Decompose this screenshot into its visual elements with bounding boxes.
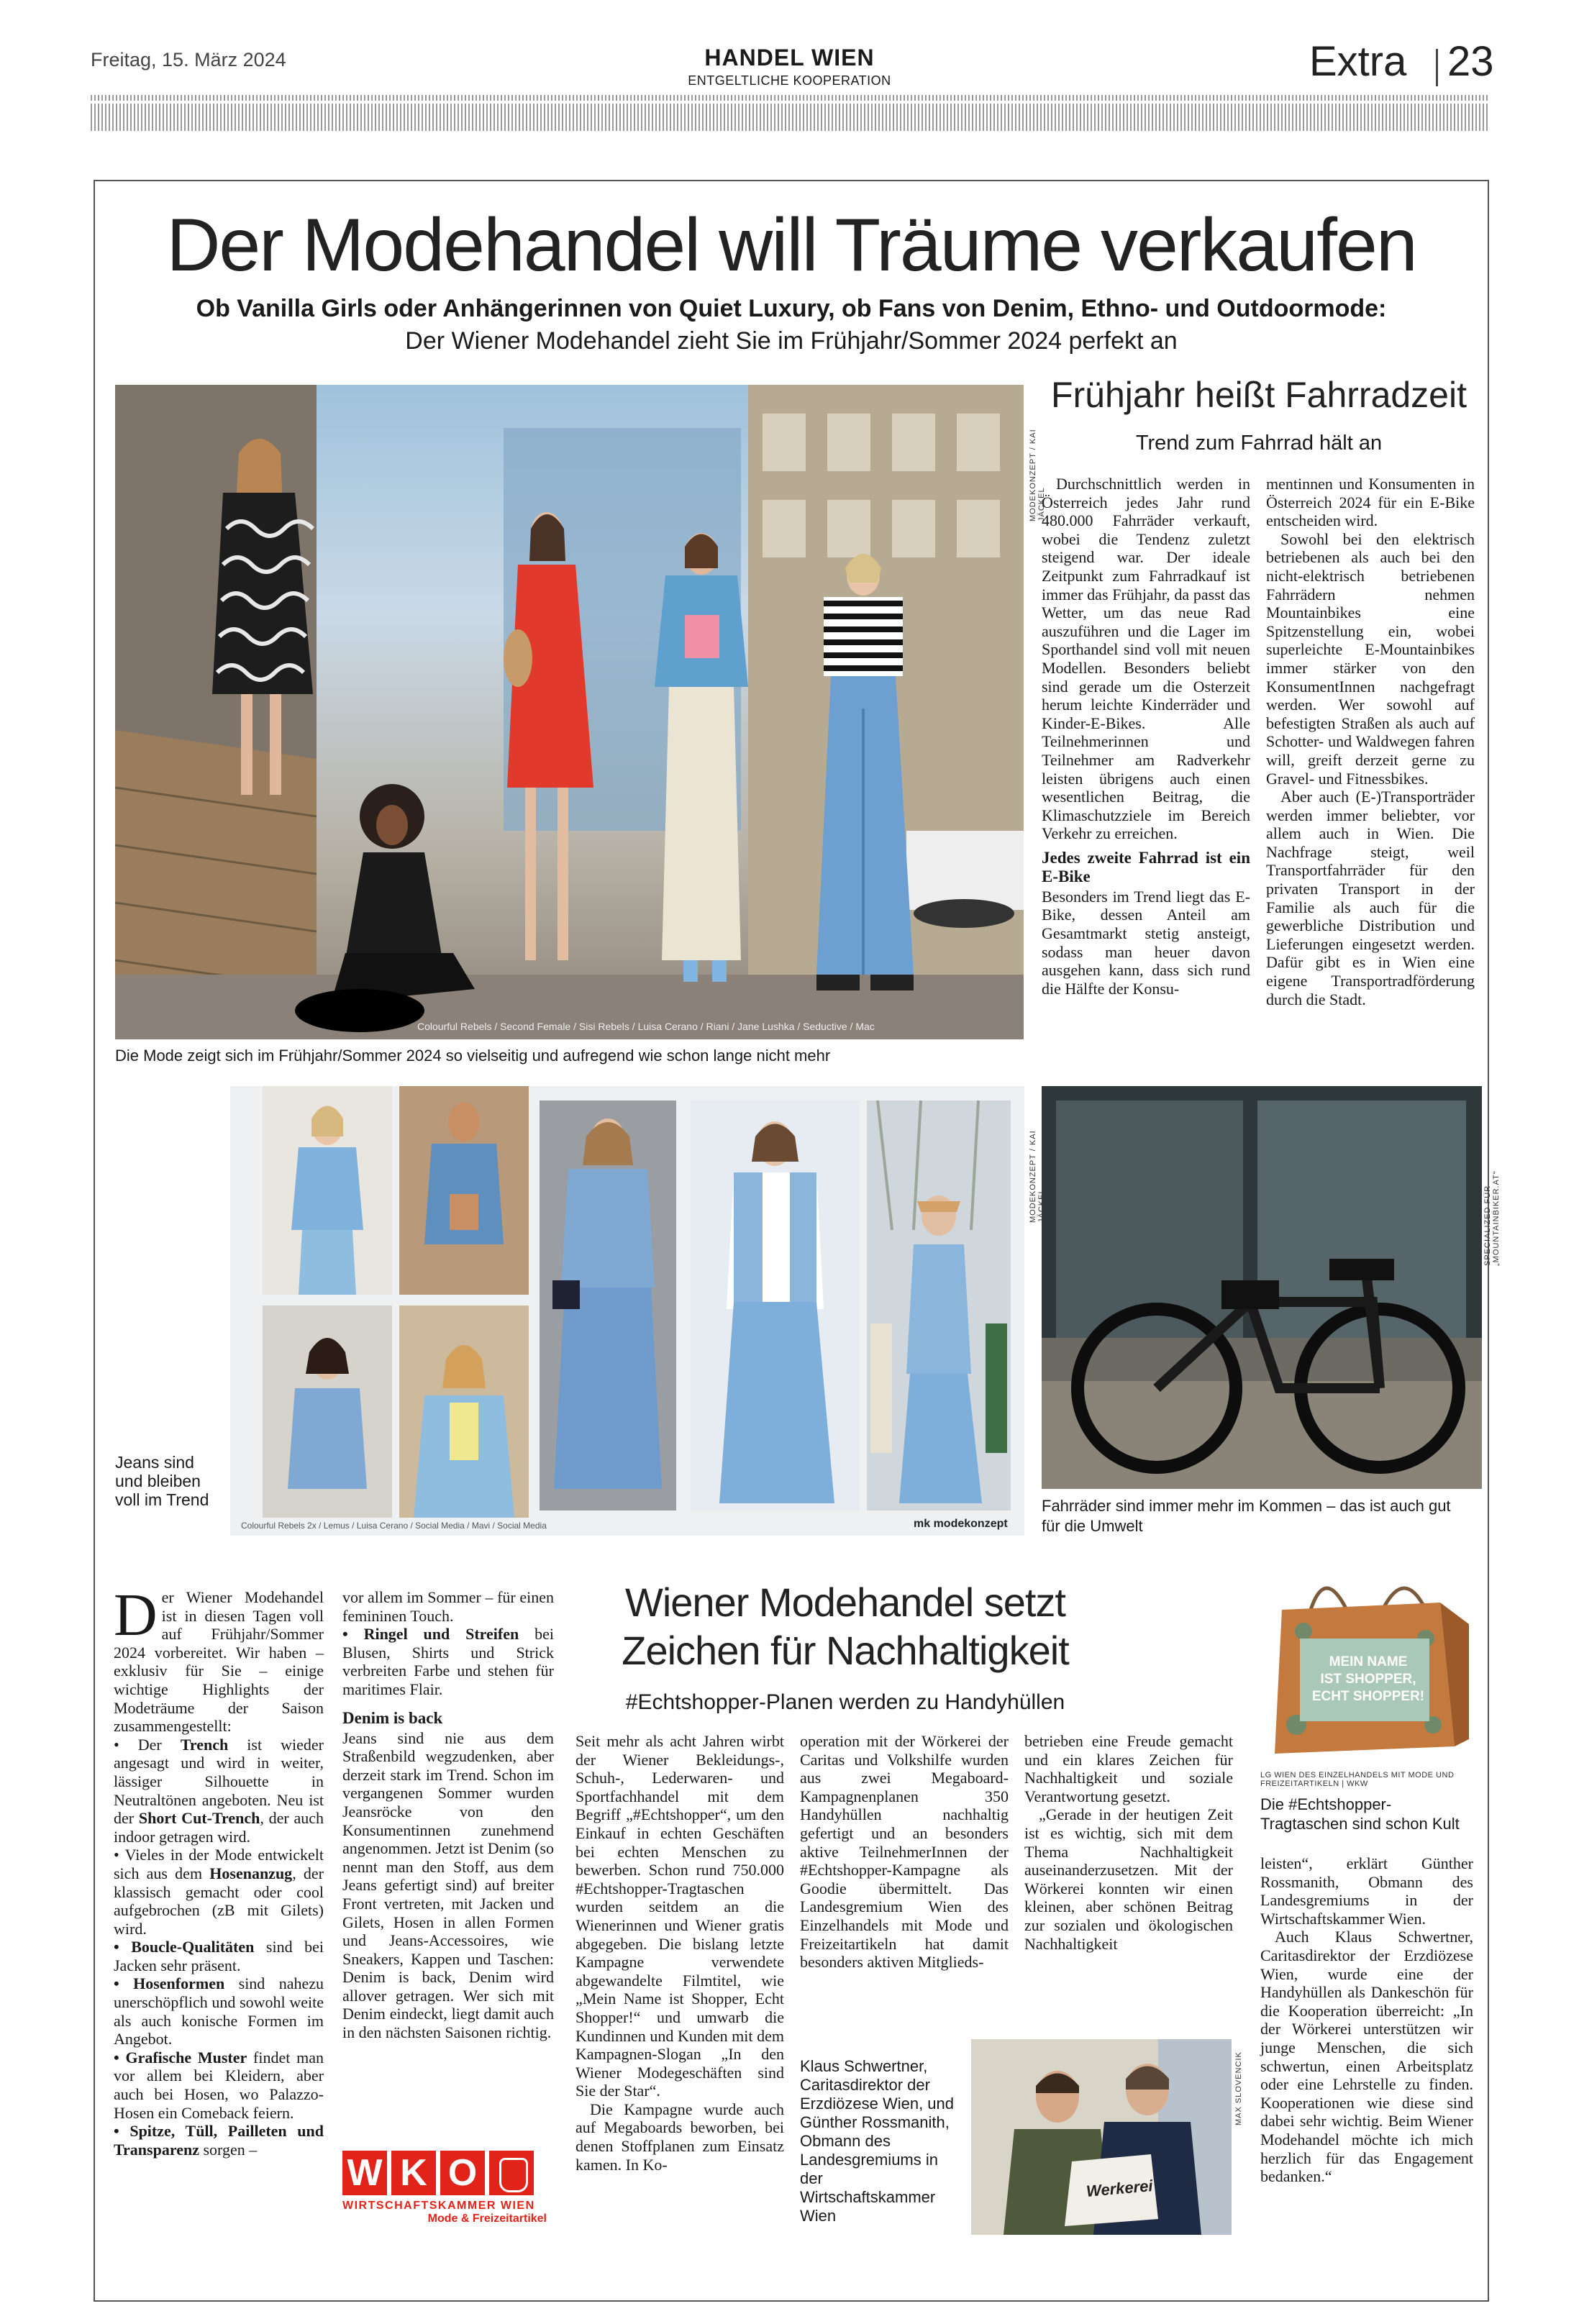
trend-bullet-trench: • Der Trench ist wieder angesagt und wird in weiter, lässiger Silhouette in Neutraltönen angeboten. Neu ist der Short Cut-Trench, der auch indoor getragen wird.	[114, 1735, 324, 1846]
bag-text-2: IST SHOPPER,	[1320, 1672, 1416, 1687]
portrait-bag-text: Werkerei	[1086, 2177, 1154, 2200]
portrait-photo	[971, 2039, 1232, 2235]
bike-photo-caption: Fahrräder sind immer mehr im Kommen – das ist auch gut für die Umwelt	[1042, 1497, 1451, 1535]
masthead-edition: Extra	[1309, 38, 1407, 85]
bike-headline: Frühjahr heißt Fahrradzeit	[1050, 375, 1467, 415]
masthead-divider	[1436, 49, 1438, 86]
sustainability-col1-paragraph: Seit mehr als acht Jahren wirbt der Wiener Bekleidungs-, Schuh-, Lederwaren- und Sportfachhandel mit dem Begriff „#Echtshopper“, um den Einkauf in echten Geschäften bei echten Menschen zu bewerben. Schon rund 750.000 #Echtshopper-Tragtaschen wurden seitdem an die Wienerinnen und Wiener gratis abgegeben. Die bislang letzte Kampagne verwendete abgewandelte Filmtitel, wie „Mein Name ist Shopper, Echt Shopper!“ und umwarb die Kundinnen und Kunden mit dem Kampagnen-Slogan „In den Wiener Modegeschäften sind Sie der Star“.	[575, 1732, 784, 2100]
sustainability-col4-paragraph-1: leisten“, erklärt Günther Rossmanith, Obmann des Landesgremiums in der Wirtschaftskammer Wien.	[1260, 1854, 1473, 1928]
photo2-credit-bottom: Colourful Rebels 2x / Lemus / Luisa Cerano / Social Media / Mavi / Social Media	[241, 1521, 547, 1531]
wko-logo-letter-w: W	[342, 2151, 387, 2195]
bike-deck: Trend zum Fahrrad hält an	[1135, 432, 1383, 455]
photo2-caption: Jeans sind und bleiben voll im Trend	[115, 1453, 209, 1509]
trend-bullet-spitze: • Spitze, Tüll, Pailleten und Transparenz sorgen –	[114, 2122, 324, 2159]
bike-column-1	[1042, 475, 1250, 998]
bag-photo-credit: LG WIEN DES EINZELHANDELS MIT MODE UND FREIZEITARTIKELN | WKW	[1260, 1771, 1455, 1788]
portrait-illustration	[971, 2039, 1232, 2235]
sustainability-column-3	[1024, 1732, 1233, 1953]
sustainability-col3-paragraph-2: „Gerade in der heutigen Zeit ist es wichtig, sich mit dem Thema Nachhaltigkeit auseinanderzusetzen. Mit der Wörkerei konnten wir einen kleinen, aber schönen Beitrag zur sozialen und ökologischen Nachhaltigkeit	[1024, 1805, 1233, 1953]
sustainability-headline-1: Wiener Modehandel setzt	[624, 1580, 1065, 1625]
masthead-section: HANDEL WIEN	[704, 45, 875, 70]
bike-col1-paragraph-2: Besonders im Trend liegt das E-Bike, dessen Anteil am Gesamtmarkt stetig ansteigt, sodass man heuer davon ausgehen kann, dass sich rund die Hälfte der Konsu-	[1042, 887, 1250, 998]
photo2-logo: mk modekonzept	[914, 1518, 1008, 1530]
sustainability-col4-paragraph-2: Auch Klaus Schwertner, Caritasdirektor der Erzdiözese Wien, wurde eine der Handyhüllen als Dankeschön für die Kooperation überreicht: „In der Wörkerei unterstützen wir junge Menschen, die sich schwertun, einen Arbeitsplatz oder eine Lehrstelle zu finden. Kooperationen wie diese sind dabei sehr wichtig. Beim Wiener Modehandel möchte ich mich herzlich für das Engagement bedanken.“	[1260, 1928, 1473, 2186]
trend-bullet-spitze-cont: vor allem im Sommer – für einen femininen Touch.	[342, 1588, 554, 1625]
photo2-credit-vertical: MODEKONZEPT / KAI	[1029, 1130, 1037, 1223]
bike-illustration	[1042, 1086, 1482, 1489]
photo1-credit-vertical: MODEKONZEPT / KAI JÄCKEL	[1029, 429, 1046, 521]
bike-col2-paragraph-1: mentinnen und Konsumenten in Österreich 2024 für ein E-Bike entscheiden wird.	[1266, 475, 1475, 530]
wko-logo-line2: Mode & Freizeitartikel	[427, 2213, 547, 2225]
sustainability-deck: #Echtshopper-Planen werden zu Handyhüllen	[625, 1690, 1065, 1714]
main-text-column-1	[114, 1582, 324, 2159]
sustainability-column-4	[1260, 1854, 1473, 2186]
bike-col1-subhead: Jedes zweite Fahrrad ist ein E-Bike	[1042, 848, 1250, 885]
sustainability-col2-paragraph: operation mit der Wörkerei der Caritas und Volkshilfe wurden aus zwei Megaboard-Kampagnenplanen 350 Handyhüllen nachhaltig gefertigt und an besonders aktive TeilnehmerInnen der #Echtshopper-Kampagne als Goodie übermittelt. Das Landesgremium Wien des Einzelhandels mit Mode und Freizeitartikeln hat damit besonders aktiven Mitglieds-	[800, 1732, 1009, 1972]
page-number: 23	[1447, 38, 1494, 85]
main-intro-paragraph: Der Wiener Modehandel ist in diesen Tagen voll auf Frühjahr/Sommer 2024 vorbereitet. Wir haben – exklusiv für Sie – einige wichtige Highlights der Modeträume der Saison zusammengestellt:	[114, 1582, 324, 1736]
masthead-rule	[91, 104, 1489, 131]
wko-logo-letter-k: K	[391, 2151, 436, 2195]
bike-photo	[1042, 1086, 1482, 1489]
portrait-photo-credit: MAX SLOVENCIK	[1234, 2051, 1243, 2125]
bag-photo-caption: Die #Echtshopper-Tragtaschen sind schon Kult	[1260, 1795, 1460, 1833]
trend-bullet-hosenformen: • Hosenformen sind nahezu unerschöpflich und sowohl weite als auch konische Formen im Angebot.	[114, 1974, 324, 2049]
wko-logo-line1: WIRTSCHAFTSKAMMER WIEN	[342, 2200, 535, 2212]
trend-bullet-hosenanzug: • Vieles in der Mode entwickelt sich aus dem Hosenanzug, der klassisch gemacht oder cool aufgebrochen (zB mit Gilets) wird.	[114, 1846, 324, 1938]
bike-photo-credit: SPECIALIZED FÜR „MOUNTAINBIKER.AT“	[1483, 1170, 1501, 1266]
bike-col2-paragraph-2: Sowohl bei den elektrisch betriebenen als auch bei den nicht-elektrisch betriebenen Fahrrädern nehmen Mountainbikes eine Spitzenstellung ein, wobei superleichte E-Mountainbikes immer stärker von den KonsumentInnen nachgefragt werden. Wer sowohl auf befestigten Straßen als auch auf Schotter- und Waldwegen fahren will, greift derzeit gerne zu Gravel- und Fitnessbikes.	[1266, 529, 1475, 788]
photo1-credit-bottom: Colourful Rebels / Second Female / Sisi Rebels / Luisa Cerano / Riani / Jane Lushka / Seductive / Mac	[417, 1021, 875, 1032]
wko-logo-letter-o: O	[440, 2151, 485, 2195]
bike-column-2	[1266, 475, 1475, 1008]
masthead-rule-top	[91, 95, 1489, 101]
denim-grid-photo	[230, 1086, 1024, 1536]
trend-bullet-boucle: • Boucle-Qualitäten sind bei Jacken sehr präsent.	[114, 1938, 324, 1974]
bike-col2-paragraph-3: Aber auch (E-)Transporträder werden immer beliebter, vor allem auch in Wien. Die Nachfrage steigt, weil Transportfahrräder für den privaten Transport in der Familie als auch für die gewerbliche Distribution und Lieferungen eingesetzt werden. Dafür gibt es in Wien eine eigene Transportradförderung durch die Stadt.	[1266, 788, 1475, 1008]
sustainability-headline-2: Zeichen für Nachhaltigkeit	[622, 1628, 1069, 1673]
fashion-collage-photo	[115, 385, 1024, 1039]
echtshopper-bag-photo	[1260, 1559, 1473, 1768]
denim-subhead: Denim is back	[342, 1708, 443, 1727]
bag-text-3: ECHT SHOPPER!	[1311, 1689, 1425, 1704]
masthead-date: Freitag, 15. März 2024	[91, 49, 286, 70]
sustainability-column-2	[800, 1732, 1009, 1972]
trend-bullet-muster: • Grafische Muster findet man vor allem bei Kleidern, aber auch bei Hosen, wo Palazzo-Hosen ein Comeback feiern.	[114, 2048, 324, 2122]
photo1-caption: Die Mode zeigt sich im Frühjahr/Sommer 2024 so vielseitig und aufregend wie schon lange nicht mehr	[115, 1047, 831, 1065]
denim-paragraph: Jeans sind nie aus dem Straßenbild wegzudenken, aber derzeit stark im Trend. Schon im vergangenen Sommer wurden Jeansröcke von den Konsumentinnen zunehmend angenommen. Jetzt ist Denim (so nennt man den Stoff, aus dem Jeans gefertigt sind) auf breiter Front vertreten, mit Jacken und Gilets, Hosen in allen Formen und Jeans-Accessoires, wie Sneakers, Kappen und Taschen: Denim is back, Denim wird allover getragen. Wer sich mit Denim eindeckt, liegt damit auch in den nächsten Saisonen richtig.	[342, 1728, 554, 2042]
wko-logo-eagle-icon	[489, 2151, 534, 2195]
wko-logo	[342, 2151, 558, 2237]
trend-bullet-ringel: • Ringel und Streifen bei Blusen, Shirts und Strick verbreiten Farbe und stehen für maritimes Flair.	[342, 1625, 554, 1698]
main-deck-line2: Der Wiener Modehandel zieht Sie im Frühjahr/Sommer 2024 perfekt an	[405, 327, 1178, 355]
sustainability-col3-paragraph-1: betrieben eine Freude gemacht und ein klares Zeichen für Nachhaltigkeit und soziale Verantwortung gesetzt.	[1024, 1732, 1233, 1805]
fashion-collage-illustration	[115, 385, 1024, 1039]
masthead-cooperation: ENTGELTLICHE KOOPERATION	[688, 73, 891, 88]
portrait-caption: Klaus Schwertner, Caritasdirektor der Erzdiözese Wien, und Günther Rossmanith, Obmann des Landesgremiums in der Wirtschaftskammer Wien	[800, 2057, 954, 2225]
main-text-column-2	[342, 1588, 554, 2042]
dropcap: D	[114, 1582, 158, 1649]
sustainability-col1-paragraph-2: Die Kampagne wurde auch auf Megaboards beworben, bei denen Stoffplanen zum Einsatz kamen. In Ko-	[575, 2100, 784, 2174]
denim-grid-illustration	[230, 1086, 1024, 1536]
main-deck-line1: Ob Vanilla Girls oder Anhängerinnen von Quiet Luxury, ob Fans von Denim, Ethno- und Outdoormode:	[196, 295, 1387, 322]
bag-text-1: MEIN NAME	[1329, 1654, 1408, 1669]
main-headline: Der Modehandel will Träume verkaufen	[166, 204, 1416, 287]
bike-col1-paragraph: Durchschnittlich werden in Österreich jedes Jahr rund 480.000 Fahrräder verkauft, wobei die Tendenz zuletzt steigend war. Der ideale Zeitpunkt zum Fahrradkauf ist immer das Frühjahr, da passt das Wetter, um das neue Rad auszuführen und die Lager im Sporthandel sind voll mit neuen Modellen. Besonders beliebt sind gerade um die Osterzeit herum leichte Kinderräder und Kinder-E-Bikes. Alle Teilnehmerinnen und Teilnehmer am Radverkehr leisten übrigens auch einen wesentlichen Beitrag, die Klimaschutzziele im Bereich Verkehr zu erreichen.	[1042, 475, 1250, 843]
sustainability-column-1	[575, 1732, 784, 2174]
